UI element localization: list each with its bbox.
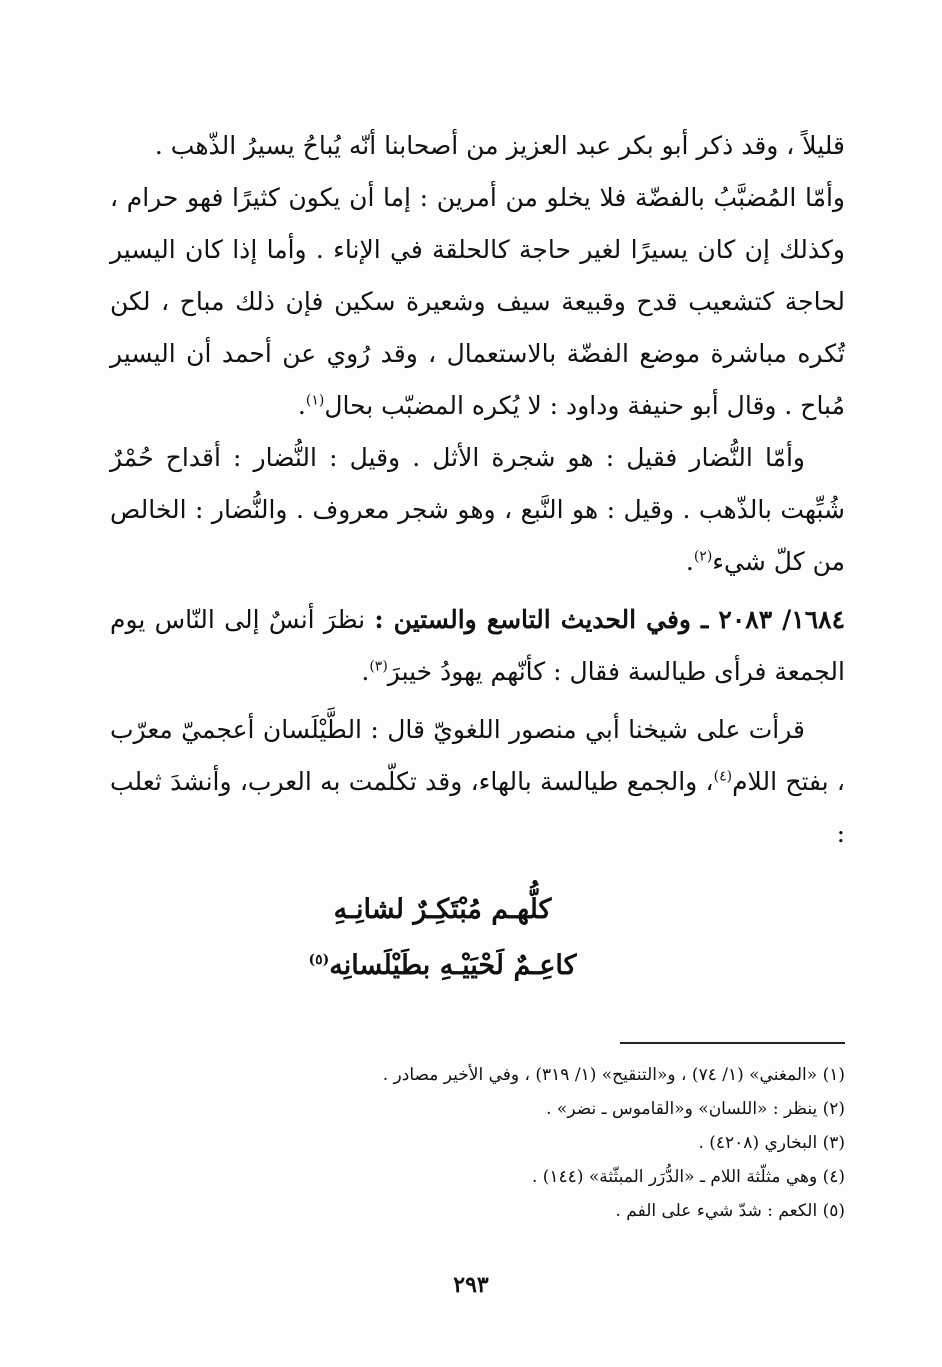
verse-line-1 [110,882,845,938]
paragraph-text: قليلاً ، وقد ذكر أبو بكر عبد العزيز من أصحابنا أنّه يُباحُ يسيرُ الذّهب . [154,131,845,160]
verse-text: كاعِـمٌ لَحْيَيْـهِ بطَيْلَسانِه [329,950,577,981]
footnote-divider [620,1042,845,1044]
paragraph-nudar [110,432,845,588]
footnote-3: (٣) البخاري (٤٢٠٨) . [698,1133,845,1153]
footnote-2: (٢) ينظر : «اللسان» و«القاموس ـ نضر» . [546,1099,845,1119]
poetry-verse [110,882,845,994]
paragraph-taylasan [110,704,845,860]
paragraph-end: . [297,391,306,420]
paragraph-end: . [361,657,370,686]
paragraph-end: . [685,547,694,576]
footnote-5: (٥) الكعم : شدّ شيء على الفم . [615,1201,845,1221]
footnote-ref-1[interactable]: (١) [305,392,325,409]
paragraph-text: نظرَ أنسٌ إلى النّاس يوم الجمعة فرأى طيالسة فقال : كأنّهم يهودُ خيبرَ [110,605,845,686]
footnote-4: (٤) وهي مثلّثة اللام ـ «الدُّرَر المبثّثة» (١٤٤) . [531,1167,845,1187]
footnote-ref-2[interactable]: (٢) [693,548,713,565]
paragraph-text: وأمّا النُّضار فقيل : هو شجرة الأثل . وقيل : النُّضار : أقداح حُمْرٌ شُبِّهت بالذّهب . وقيل : هو النَّبع ، وهو شجر معروف . والنُّضار : الخالص من كلّ شيء [110,443,845,576]
page-number: ٢٩٣ [453,1272,489,1298]
footnote-ref-3[interactable]: (٣) [369,658,388,675]
paragraph-text-rest: ، والجمع طيالسة بالهاء، وقد تكلّمت به العرب، وأنشدَ ثعلب : [110,767,845,848]
footnote-ref-5[interactable]: (٥) [308,952,330,968]
footnote-1: (١) «المغني» (١/ ٧٤) ، و«التنقيح» (١/ ٣١٩) ، وفي الأخير مصادر . [382,1065,845,1085]
paragraph-silver-plating [110,172,845,432]
verse-line-2 [110,938,845,994]
footnote-ref-4[interactable]: (٤) [713,768,733,785]
paragraph-gold-ruling [110,120,845,172]
paragraph-text: وأمّا المُضبَّبُ بالفضّة فلا يخلو من أمرين : إما أن يكون كثيرًا فهو حرام ، وكذلك إن كان يسيرًا لغير حاجة كالحلقة في الإناء . وأما إذا كان اليسير لحاجة كتشعيب قدح وقبيعة سيف وشعيرة سكين فإن ذلك مباح ، لكن تُكره مباشرة موضع الفضّة بالاستعمال ، وقد رُوي عن أحمد أن اليسير مُباح . وقال أبو حنيفة وداود : لا يُكره المضبّب بحال [110,183,845,420]
paragraph-text: قرأت على شيخنا أبي منصور اللغويّ قال : الطَّيْلَسان أعجميّ معرّب ، بفتح اللام [110,715,845,796]
verse-text: كلُّهـم مُبْتَكِـرٌ لشانِـهِ [333,894,552,925]
paragraph-hadith-entry [110,594,845,698]
main-text [110,120,845,860]
hadith-heading: ١٦٨٤/ ٢٠٨٣ ـ وفي الحديث التاسع والستين : [374,605,846,634]
footnotes [110,1058,845,1228]
